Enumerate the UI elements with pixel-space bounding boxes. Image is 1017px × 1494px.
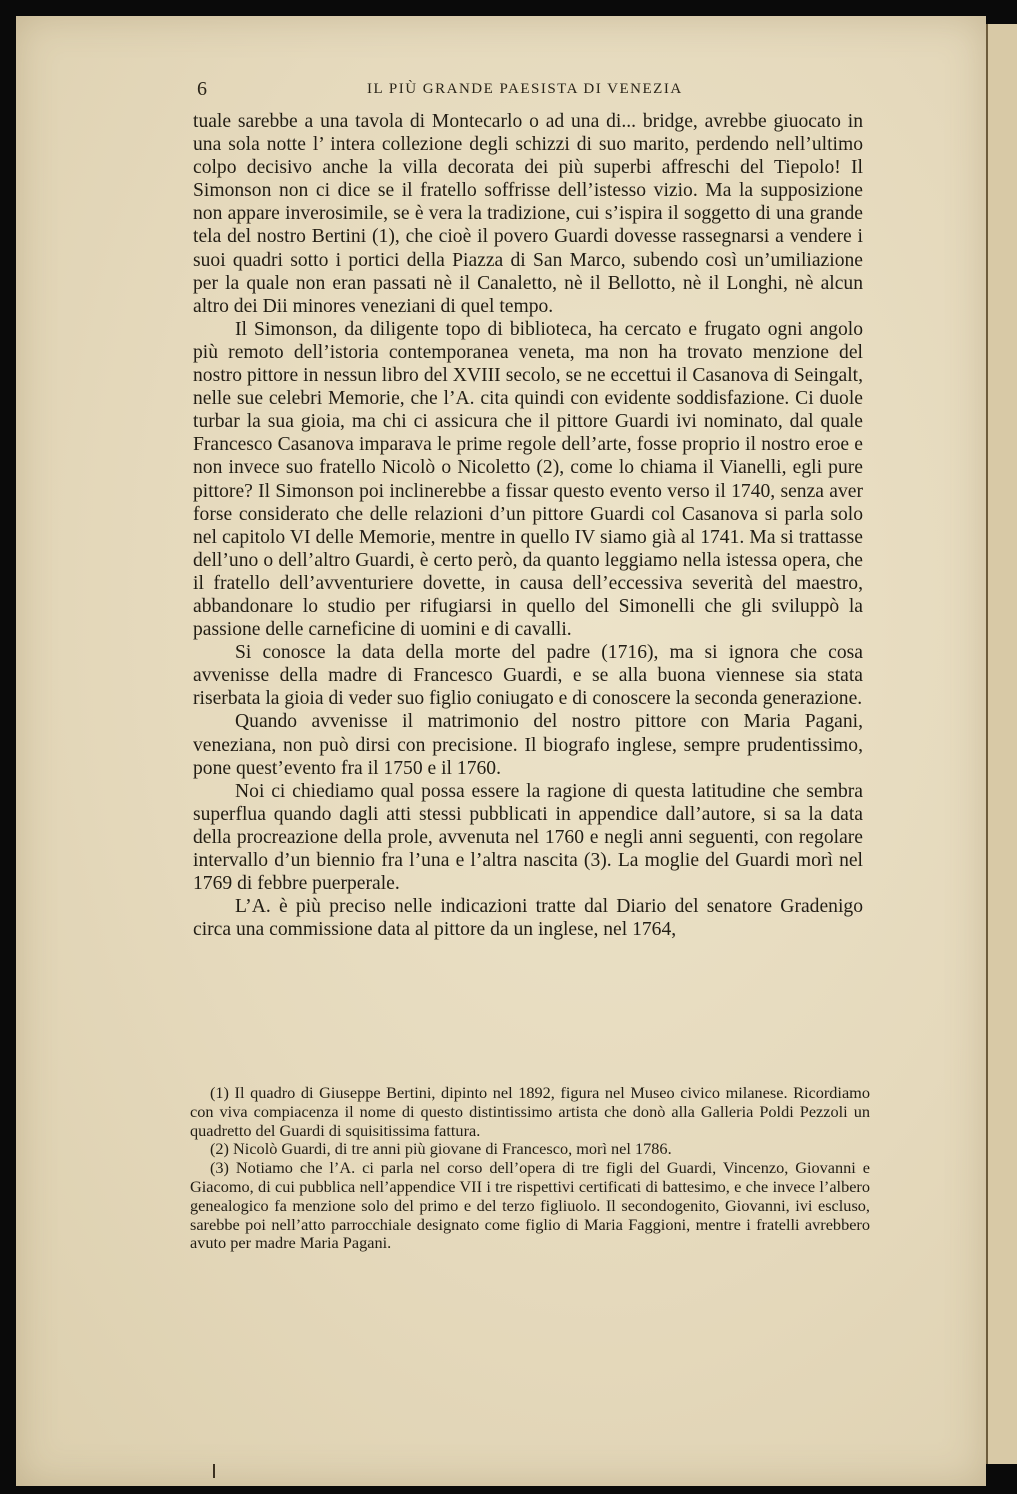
paragraph: Si conosce la data della morte del padre (1716), ma si ignora che cosa avvenisse della madre di Francesco Guardi, e se alla buona viennese sia stata riserbata la gioia di veder suo figlio coniugato e di conoscere la seconda generazione. xyxy=(193,642,863,710)
running-title: IL PIÙ GRANDE PAESISTA DI VENEZIA xyxy=(367,81,683,97)
page-number: 6 xyxy=(197,78,207,100)
page-header xyxy=(197,78,897,104)
footnotes xyxy=(190,1084,870,1253)
binding-mark xyxy=(213,1464,215,1478)
paragraph: tuale sarebbe a una tavola di Montecarlo o ad una di... bridge, avrebbe giuocato in una sola notte l’ intera collezione degli schizzi di suo marito, perdendo nell’ultimo colpo decisivo anche la villa decorata dei più superbi affreschi del Tiepolo! Il Simonson non ci dice se il fratello soffrisse dell’istesso vizio. Ma la supposizione non appare inverosimile, se è vera la tradizione, cui s’ispira il soggetto di una grande tela del nostro Bertini (1), che cioè il povero Guardi dovesse rassegnarsi a vendere i suoi quadri sotto i portici della Piazza di San Marco, subendo così un’umiliazione per la quale non eran passati nè il Canaletto, nè il Bellotto, nè il Longhi, nè alcun altro dei Dii minores veneziani di quel tempo. xyxy=(193,111,863,317)
adjacent-page-edge xyxy=(986,24,1017,1464)
footnote: (2) Nicolò Guardi, di tre anni più giovane di Francesco, morì nel 1786. xyxy=(210,1139,672,1159)
paragraph: Quando avvenisse il matrimonio del nostro pittore con Maria Pagani, veneziana, non può dirsi con precisione. Il biografo inglese, sempre prudentissimo, pone quest’evento fra il 1750 e il 1760. xyxy=(193,711,863,779)
paragraph: Noi ci chiediamo qual possa essere la ragione di questa latitudine che sembra superflua quando dagli atti stessi pubblicati in appendice dall’autore, si sa la data della procreazione della prole, avvenuta nel 1760 e negli anni seguenti, con regolare intervallo d’un biennio fra l’una e l’altra nascita (3). La moglie del Guardi morì nel 1769 di febbre puerperale. xyxy=(193,780,863,895)
footnote: (1) Il quadro di Giuseppe Bertini, dipinto nel 1892, figura nel Museo civico milanese. Ricordiamo con viva compiacenza il nome di questo distintissimo artista che donò alla Galleria Poldi Pezzoli un quadretto del Guardi di squisitissima fattura. xyxy=(190,1083,870,1140)
body-text xyxy=(193,110,863,941)
paragraph: L’A. è più preciso nelle indicazioni tratte dal Diario del senatore Gradenigo circa una commissione data al pittore da un inglese, nel 1764, xyxy=(193,896,863,941)
footnote: (3) Notiamo che l’A. ci parla nel corso dell’opera di tre figli del Guardi, Vincenzo, Giovanni e Giacomo, di cui pubblica nell’appendice VII i tre rispettivi certificati di battesimo, e che invece l’albero genealogico fa menzione solo del primo e del terzo figliuolo. Il secondogenito, Giovanni, ivi escluso, sarebbe poi nell’atto parrocchiale designato come figlio di Maria Faggioni, mentre i fratelli avrebbero avuto per madre Maria Pagani. xyxy=(190,1158,870,1253)
paragraph: Il Simonson, da diligente topo di biblioteca, ha cercato e frugato ogni angolo più remoto dell’istoria contemporanea veneta, ma non ha trovato menzione del nostro pittore in nessun libro del XVIII secolo, se ne eccettui il Casanova di Seingalt, nelle sue celebri Memorie, che l’A. cita quindi con evidente soddisfazione. Ci duole turbar la sua gioia, ma chi ci assicura che il pittore Guardi ivi nominato, dal quale Francesco Casanova imparava le prime regole dell’arte, fosse proprio il nostro eroe e non invece suo fratello Nicolò o Nicoletto (2), come lo chiama il Vianelli, egli pure pittore? Il Simonson poi inclinerebbe a fissar questo evento verso il 1740, senza aver forse considerato che delle relazioni d’un pittore Guardi col Casanova si parla solo nel capitolo VI delle Memorie, mentre in quello IV siamo già al 1741. Ma si trattasse dell’uno o dell’altro Guardi, è certo però, da quanto leggiamo nella istessa opera, che il fratello dell’avventuriere dovette, in causa dell’eccessiva severità del maestro, abbandonare lo studio per rifugiarsi in quello del Simonelli che gli sviluppò la passione delle carneficine di uomini e di cavalli. xyxy=(193,318,863,641)
